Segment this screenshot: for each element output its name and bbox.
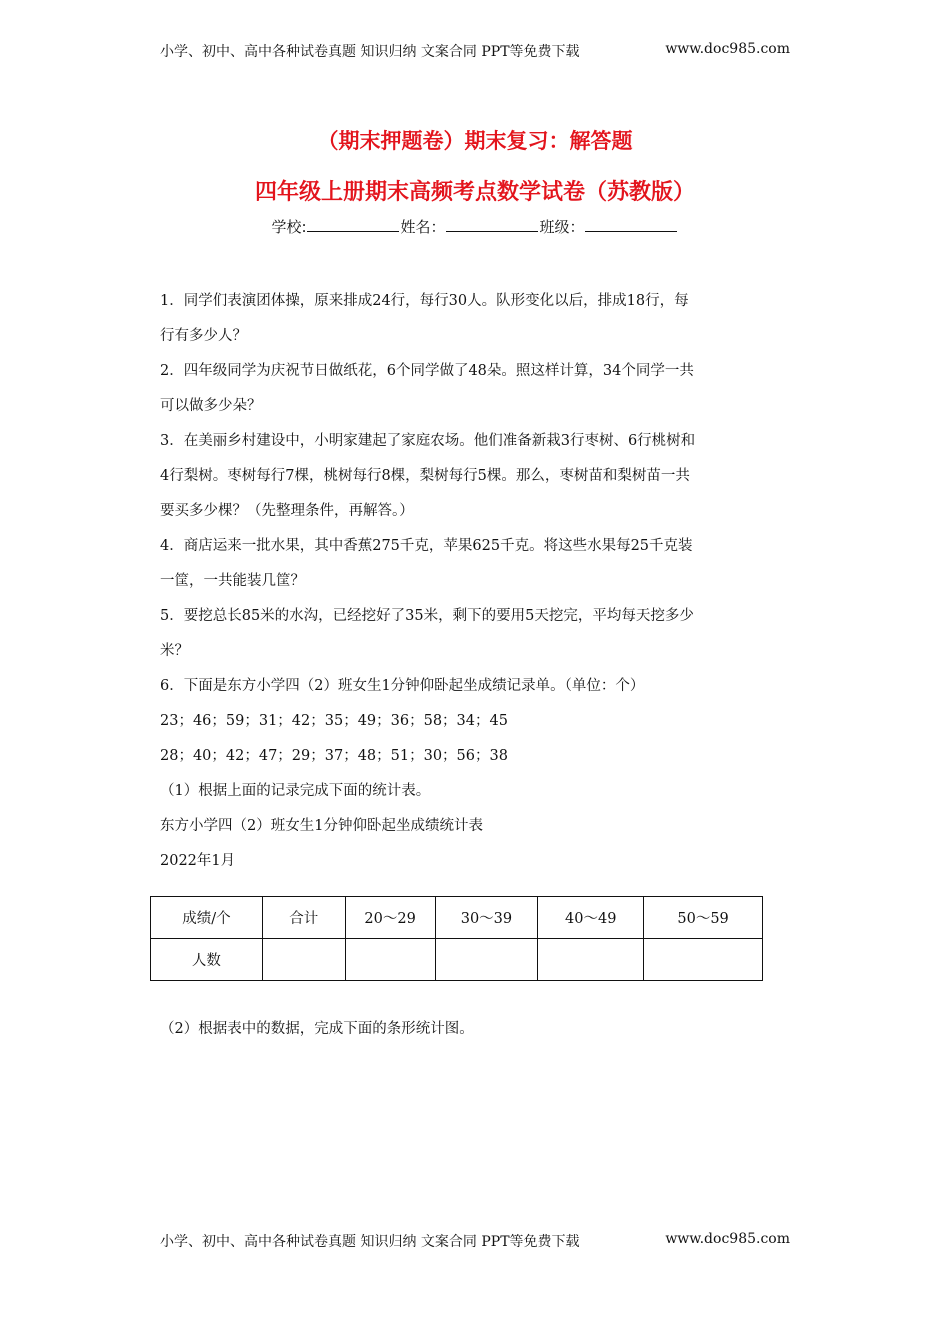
table-caption: 东方小学四（2）班女生1分钟仰卧起坐成绩统计表: [160, 818, 483, 834]
school-label: 学校:: [271, 218, 307, 236]
stats-table: [150, 896, 763, 981]
question-line: 可以做多少朵？: [160, 398, 262, 414]
table-header-cell: 合计: [262, 897, 345, 939]
question-line: 行有多少人？: [160, 328, 247, 344]
question-line: 米？: [160, 643, 189, 659]
table-answer-cell[interactable]: [644, 939, 763, 981]
question-line: 1．同学们表演团体操，原来排成24行，每行30人。队形变化以后，排成18行，每: [160, 293, 689, 309]
table-date: 2022年1月: [160, 853, 236, 869]
question-line: 4．商店运来一批水果，其中香蕉275千克，苹果625千克。将这些水果每25千克装: [160, 538, 693, 554]
table-row-label: 人数: [151, 939, 263, 981]
question-line: 要买多少棵？（先整理条件，再解答。）: [160, 503, 414, 519]
student-info-line: [0, 216, 950, 237]
question-5: [160, 604, 790, 674]
table-header-cell: 50～59: [644, 897, 763, 939]
table-header-cell: 30～39: [435, 897, 538, 939]
footer-url[interactable]: www.doc985.com: [665, 1231, 790, 1247]
question-3: [160, 429, 790, 534]
question-2: [160, 359, 790, 429]
class-blank: [585, 217, 677, 232]
page-footer: [160, 1231, 790, 1251]
page-header: [160, 41, 790, 61]
table-header-cell: 成绩/个: [151, 897, 263, 939]
record-data-line: 23；46；59；31；42；35；49；36；58；34；45: [160, 713, 508, 729]
table-row: [151, 939, 763, 981]
question-line: 2．四年级同学为庆祝节日做纸花，6个同学做了48朵。照这样计算，34个同学一共: [160, 363, 694, 379]
questions-body: [160, 289, 790, 884]
question-1: [160, 289, 790, 359]
table-answer-cell[interactable]: [262, 939, 345, 981]
name-label: 姓名：: [400, 218, 446, 236]
header-url[interactable]: www.doc985.com: [665, 41, 790, 57]
sub-question-2: （2）根据表中的数据，完成下面的条形统计图。: [160, 1021, 474, 1037]
class-label: 班级：: [539, 218, 585, 236]
school-blank: [307, 217, 399, 232]
table-answer-cell[interactable]: [345, 939, 435, 981]
question-line: 4行梨树。枣树每行7棵，桃树每行8棵，梨树每行5棵。那么，枣树苗和梨树苗一共: [160, 468, 690, 484]
record-data-line: 28；40；42；47；29；37；48；51；30；56；38: [160, 748, 508, 764]
question-6: [160, 674, 790, 884]
table-header-cell: 40～49: [538, 897, 644, 939]
footer-left-text: 小学、初中、高中各种试卷真题 知识归纳 文案合同 PPT等免费下载: [160, 1234, 580, 1250]
header-left-text: 小学、初中、高中各种试卷真题 知识归纳 文案合同 PPT等免费下载: [160, 44, 580, 60]
table-answer-cell[interactable]: [538, 939, 644, 981]
exam-title-line2: 四年级上册期末高频考点数学试卷（苏教版）: [254, 180, 695, 205]
question-4: [160, 534, 790, 604]
table-header-cell: 20～29: [345, 897, 435, 939]
name-blank: [446, 217, 538, 232]
question-line: 6．下面是东方小学四（2）班女生1分钟仰卧起坐成绩记录单。（单位：个）: [160, 678, 645, 694]
question-line: 5．要挖总长85米的水沟，已经挖好了35米，剩下的要用5天挖完，平均每天挖多少: [160, 608, 694, 624]
exam-title-line1: （期末押题卷）期末复习：解答题: [317, 129, 633, 153]
table-header-row: [151, 897, 763, 939]
sub-question-1: （1）根据上面的记录完成下面的统计表。: [160, 783, 431, 799]
question-line: 一筐，一共能装几筐？: [160, 573, 305, 589]
table-answer-cell[interactable]: [435, 939, 538, 981]
question-line: 3．在美丽乡村建设中，小明家建起了家庭农场。他们准备新栽3行枣树、6行桃树和: [160, 433, 696, 449]
